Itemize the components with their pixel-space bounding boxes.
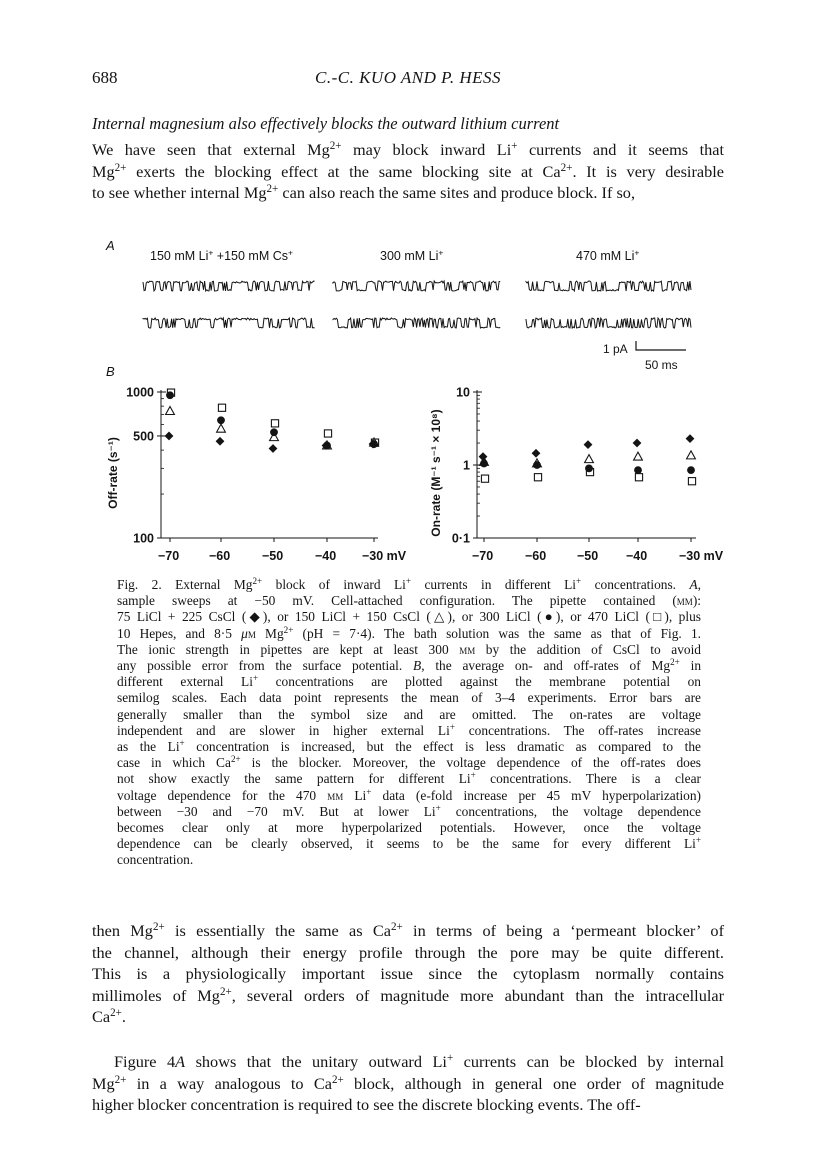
caption-line: semilog scales. Each data point represents the mean of 3–4 experiments. Error bars are: [117, 690, 701, 706]
running-title: C.-C. KUO AND P. HESS: [314, 68, 502, 87]
on-rate-triangle-point: [585, 455, 594, 463]
paragraph-permeant-blocker: [92, 920, 724, 1028]
paragraph-figure-4a: [92, 1051, 724, 1116]
paragraph-intro-line: to see whether internal $Mg^{2+}$ can also reach the same sites and produce block. If so,: [92, 183, 636, 203]
paragraph-intro: [92, 139, 724, 204]
paragraph-figure-4a-line: Figure 4A shows that the unitary outward Li+ currents can be blocked by internal: [114, 1051, 725, 1071]
on-rate-y-tick-label: 1: [463, 458, 470, 473]
section-heading: Internal magnesium also effectively blocks the outward lithium current: [92, 114, 560, 133]
on-rate-circle-point: [480, 460, 488, 468]
scale-bar: [636, 341, 686, 350]
off-rate-circle-point: [270, 428, 278, 436]
off-rate-square-point: [218, 404, 225, 411]
off-rate-plot: [106, 386, 407, 564]
off-rate-y-tick-label: 100: [133, 531, 154, 546]
page-number: 688: [92, 68, 118, 87]
off-rate-x-tick-label: −40: [315, 549, 337, 563]
caption-line: case in which $Ca^{2+}$ is the blocker. Moreover, the voltage dependence of the off-rates does: [117, 754, 701, 771]
caption-line: between −30 and −70 mV. But at lower Li+ concentrations, the voltage dependence: [117, 802, 701, 819]
on-rate-x-tick-label: −50: [577, 549, 599, 563]
on-rate-x-tick-label: −40: [626, 549, 648, 563]
figure-caption: [117, 577, 701, 869]
caption-line: as the Li+ concentration is increased, but the effect is less dramatic as compared to the: [117, 738, 702, 755]
current-sweep-1-top: [143, 281, 315, 291]
scale-label-time: 50 ms: [645, 358, 678, 372]
panel-a-sweeps: [143, 249, 776, 372]
caption-line: Fig. 2. External $Mg^{2+}$ block of inward Li+ currents in different Li+ concentrations. A,: [117, 576, 701, 592]
on-rate-circle-point: [687, 466, 695, 474]
current-sweep-3-top: [526, 281, 691, 291]
off-rate-diamond-point: [216, 437, 225, 446]
caption-line: The ionic strength in pipettes are kept at least 300 mm by the addition of CsCl to avoid: [117, 641, 701, 657]
off-rate-x-tick-label: −70: [158, 549, 180, 563]
on-rate-plot: [429, 386, 724, 564]
off-rate-y-axis-label: Off-rate (s⁻¹): [106, 437, 120, 509]
on-rate-circle-point: [533, 461, 541, 469]
on-rate-y-tick-label: 10: [456, 385, 470, 400]
on-rate-diamond-point: [633, 439, 642, 448]
on-rate-diamond-point: [532, 449, 541, 458]
on-rate-circle-point: [634, 466, 642, 474]
caption-line: becomes clear only at more hyperpolarized potentials. However, once the voltage: [117, 820, 701, 836]
on-rate-triangle-point: [634, 452, 643, 460]
on-rate-triangle-point: [687, 451, 696, 459]
caption-line: concentration.: [117, 852, 194, 868]
caption-line: any possible error from the surface potential. B, the average on- and off-rates of $Mg^{2+}$ in: [117, 657, 702, 674]
paragraph-figure-4a-line: higher blocker concentration is required to see the discrete blocking events. The off-: [92, 1095, 641, 1115]
current-sweep-2-top: [333, 281, 500, 291]
panel-a-label: A: [106, 238, 115, 253]
current-sweep-1-bottom: [143, 318, 315, 328]
caption-line: generally smaller than the symbol size and are omitted. The on-rates are voltage: [117, 706, 701, 722]
on-rate-square-point: [534, 474, 541, 481]
caption-line: dependence can be clearly observed, it seems to be the same for every different Li+: [117, 835, 701, 852]
off-rate-x-tick-label: −50: [262, 549, 284, 563]
caption-line: 10 Hepes, and 8·5 μm $Mg^{2+}$ (pH = 7·4). The bath solution was the same as that of Fig. 1.: [117, 624, 701, 641]
caption-line: not show exactly the same pattern for different Li+ concentrations. There is a clear: [117, 770, 702, 787]
trace-label-1: 150 mM Li+ +150 mM Cs+: [150, 249, 293, 263]
on-rate-x-tick-label: −30 mV: [679, 549, 724, 563]
paragraph-intro-line: $Mg^{2+}$ exerts the blocking effect at the same blocking site at $Ca^{2+}$. It is very desirable: [92, 161, 724, 181]
off-rate-circle-point: [323, 442, 331, 450]
off-rate-diamond-point: [269, 444, 278, 453]
paragraph-permeant-blocker-line: This is a physiologically important issue since the cytoplasm normally contains: [92, 964, 724, 984]
panel-b-label: B: [106, 364, 115, 379]
on-rate-square-point: [481, 475, 488, 482]
caption-line: independent and are slower in higher external Li+ concentrations. The off-rates increase: [117, 721, 701, 738]
paragraph-permeant-blocker-line: $Ca^{2+}$.: [92, 1007, 126, 1027]
current-sweep-2-bottom: [333, 318, 500, 328]
off-rate-y-tick-label: 1000: [126, 385, 154, 400]
trace-label-3: 470 mM Li+: [576, 249, 640, 263]
on-rate-diamond-point: [584, 440, 593, 449]
on-rate-square-point: [635, 474, 642, 481]
paragraph-intro-line: We have seen that external $Mg^{2+}$ may block inward Li+ currents and it seems that: [92, 139, 724, 159]
off-rate-x-tick-label: −30 mV: [362, 549, 407, 563]
off-rate-square-point: [271, 420, 278, 427]
scale-label-current: 1 pA: [603, 342, 628, 356]
off-rate-triangle-point: [217, 424, 226, 432]
on-rate-y-tick-label: 0·1: [451, 531, 470, 546]
off-rate-y-tick-label: 500: [133, 429, 154, 444]
paragraph-permeant-blocker-line: millimoles of $Mg^{2+}$, several orders of magnitude more abundant than the intracellular: [92, 985, 725, 1005]
caption-line: 75 LiCl + 225 CsCl (◆), or 150 LiCl + 150 CsCl (△), or 300 LiCl (●), or 470 LiCl (□), plus: [117, 609, 701, 625]
on-rate-x-tick-label: −70: [472, 549, 494, 563]
current-sweep-3-bottom: [526, 318, 691, 328]
figure-2: [0, 230, 816, 570]
off-rate-square-point: [324, 430, 331, 437]
paragraph-permeant-blocker-line: then $Mg^{2+}$ is essentially the same as $Ca^{2+}$ in terms of being a ‘permeant blocker’ of: [92, 920, 724, 940]
off-rate-diamond-point: [165, 432, 174, 441]
caption-line: sample sweeps at −50 mV. Cell-attached configuration. The pipette contained (mm):: [117, 593, 701, 609]
caption-line: voltage dependence for the 470 mm Li+ data (e-fold increase per 45 mV hyperpolarization): [117, 786, 702, 803]
off-rate-circle-point: [217, 416, 225, 424]
trace-label-2: 300 mM Li+: [380, 249, 444, 263]
on-rate-y-axis-label: On-rate (M⁻¹ s⁻¹ × 10⁸): [429, 409, 443, 537]
paragraph-figure-4a-line: $Mg^{2+}$ in a way analogous to $Ca^{2+}$ block, although in general one order of magnitude: [92, 1073, 725, 1093]
off-rate-x-tick-label: −60: [209, 549, 231, 563]
on-rate-x-tick-label: −60: [525, 549, 547, 563]
on-rate-diamond-point: [686, 434, 695, 443]
caption-line: different external Li+ concentrations are plotted against the membrane potential on: [117, 673, 701, 690]
paragraph-permeant-blocker-line: the channel, although their energy profile through the pore may be quite different.: [92, 942, 724, 962]
off-rate-triangle-point: [166, 406, 175, 414]
panel-b-plots: [106, 386, 724, 564]
on-rate-square-point: [688, 478, 695, 485]
